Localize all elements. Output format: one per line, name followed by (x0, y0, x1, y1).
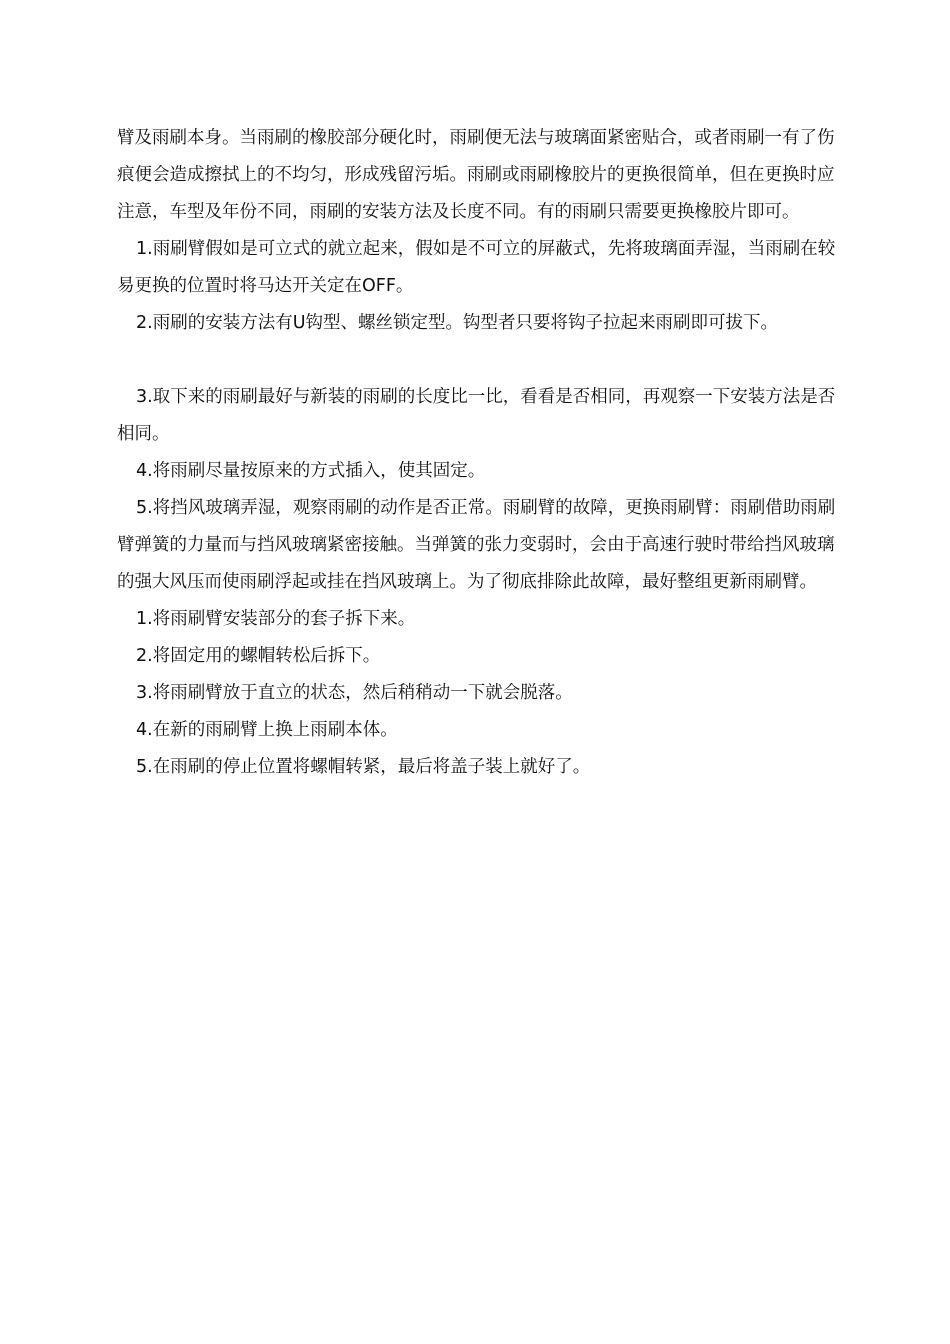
list-item-arm-step-2: 2.将固定用的螺帽转松后拆下。 (136, 646, 381, 666)
paragraph-intro: 臂及雨刷本身。当雨刷的橡胶部分硬化时，雨刷便无法与玻璃面紧密贴合，或者雨刷一有了伤痕便会造成擦拭上的不均匀，形成残留污垢。雨刷或雨刷橡胶片的更换很简单，但在更换时应注意，车型及年份不同，雨刷的安装方法及长度不同。有的雨刷只需要更换橡胶片即可。 (117, 128, 835, 222)
list-item-step-3: 3.取下来的雨刷最好与新装的雨刷的长度比一比，看看是否相同，再观察一下安装方法是否相同。 (117, 387, 836, 444)
list-item-step-5: 5.将挡风玻璃弄湿，观察雨刷的动作是否正常。雨刷臂的故障，更换雨刷臂：雨刷借助雨刷臂弹簧的力量而与挡风玻璃紧密接触。当弹簧的张力变弱时，会由于高速行驶时带给挡风玻璃的强大风压而使雨刷浮起或挂在挡风玻璃上。为了彻底排除此故障，最好整组更新雨刷臂。 (117, 498, 836, 592)
paragraph-gap (117, 342, 837, 379)
document-body (117, 120, 837, 786)
list-item-step-4: 4.将雨刷尽量按原来的方式插入，使其固定。 (136, 461, 486, 481)
list-item-arm-step-3: 3.将雨刷臂放于直立的状态，然后稍稍动一下就会脱落。 (136, 683, 573, 703)
list-item-step-1: 1.雨刷臂假如是可立式的就立起来，假如是不可立的屏蔽式，先将玻璃面弄湿，当雨刷在较易更换的位置时将马达开关定在OFF。 (117, 239, 836, 296)
list-item-step-2: 2.雨刷的安装方法有U钩型、螺丝锁定型。钩型者只要将钩子拉起来雨刷即可拔下。 (136, 313, 779, 333)
list-item-arm-step-5: 5.在雨刷的停止位置将螺帽转紧，最后将盖子装上就好了。 (136, 757, 591, 777)
list-item-arm-step-4: 4.在新的雨刷臂上换上雨刷本体。 (136, 720, 398, 740)
list-item-arm-step-1: 1.将雨刷臂安装部分的套子拆下来。 (136, 609, 416, 629)
